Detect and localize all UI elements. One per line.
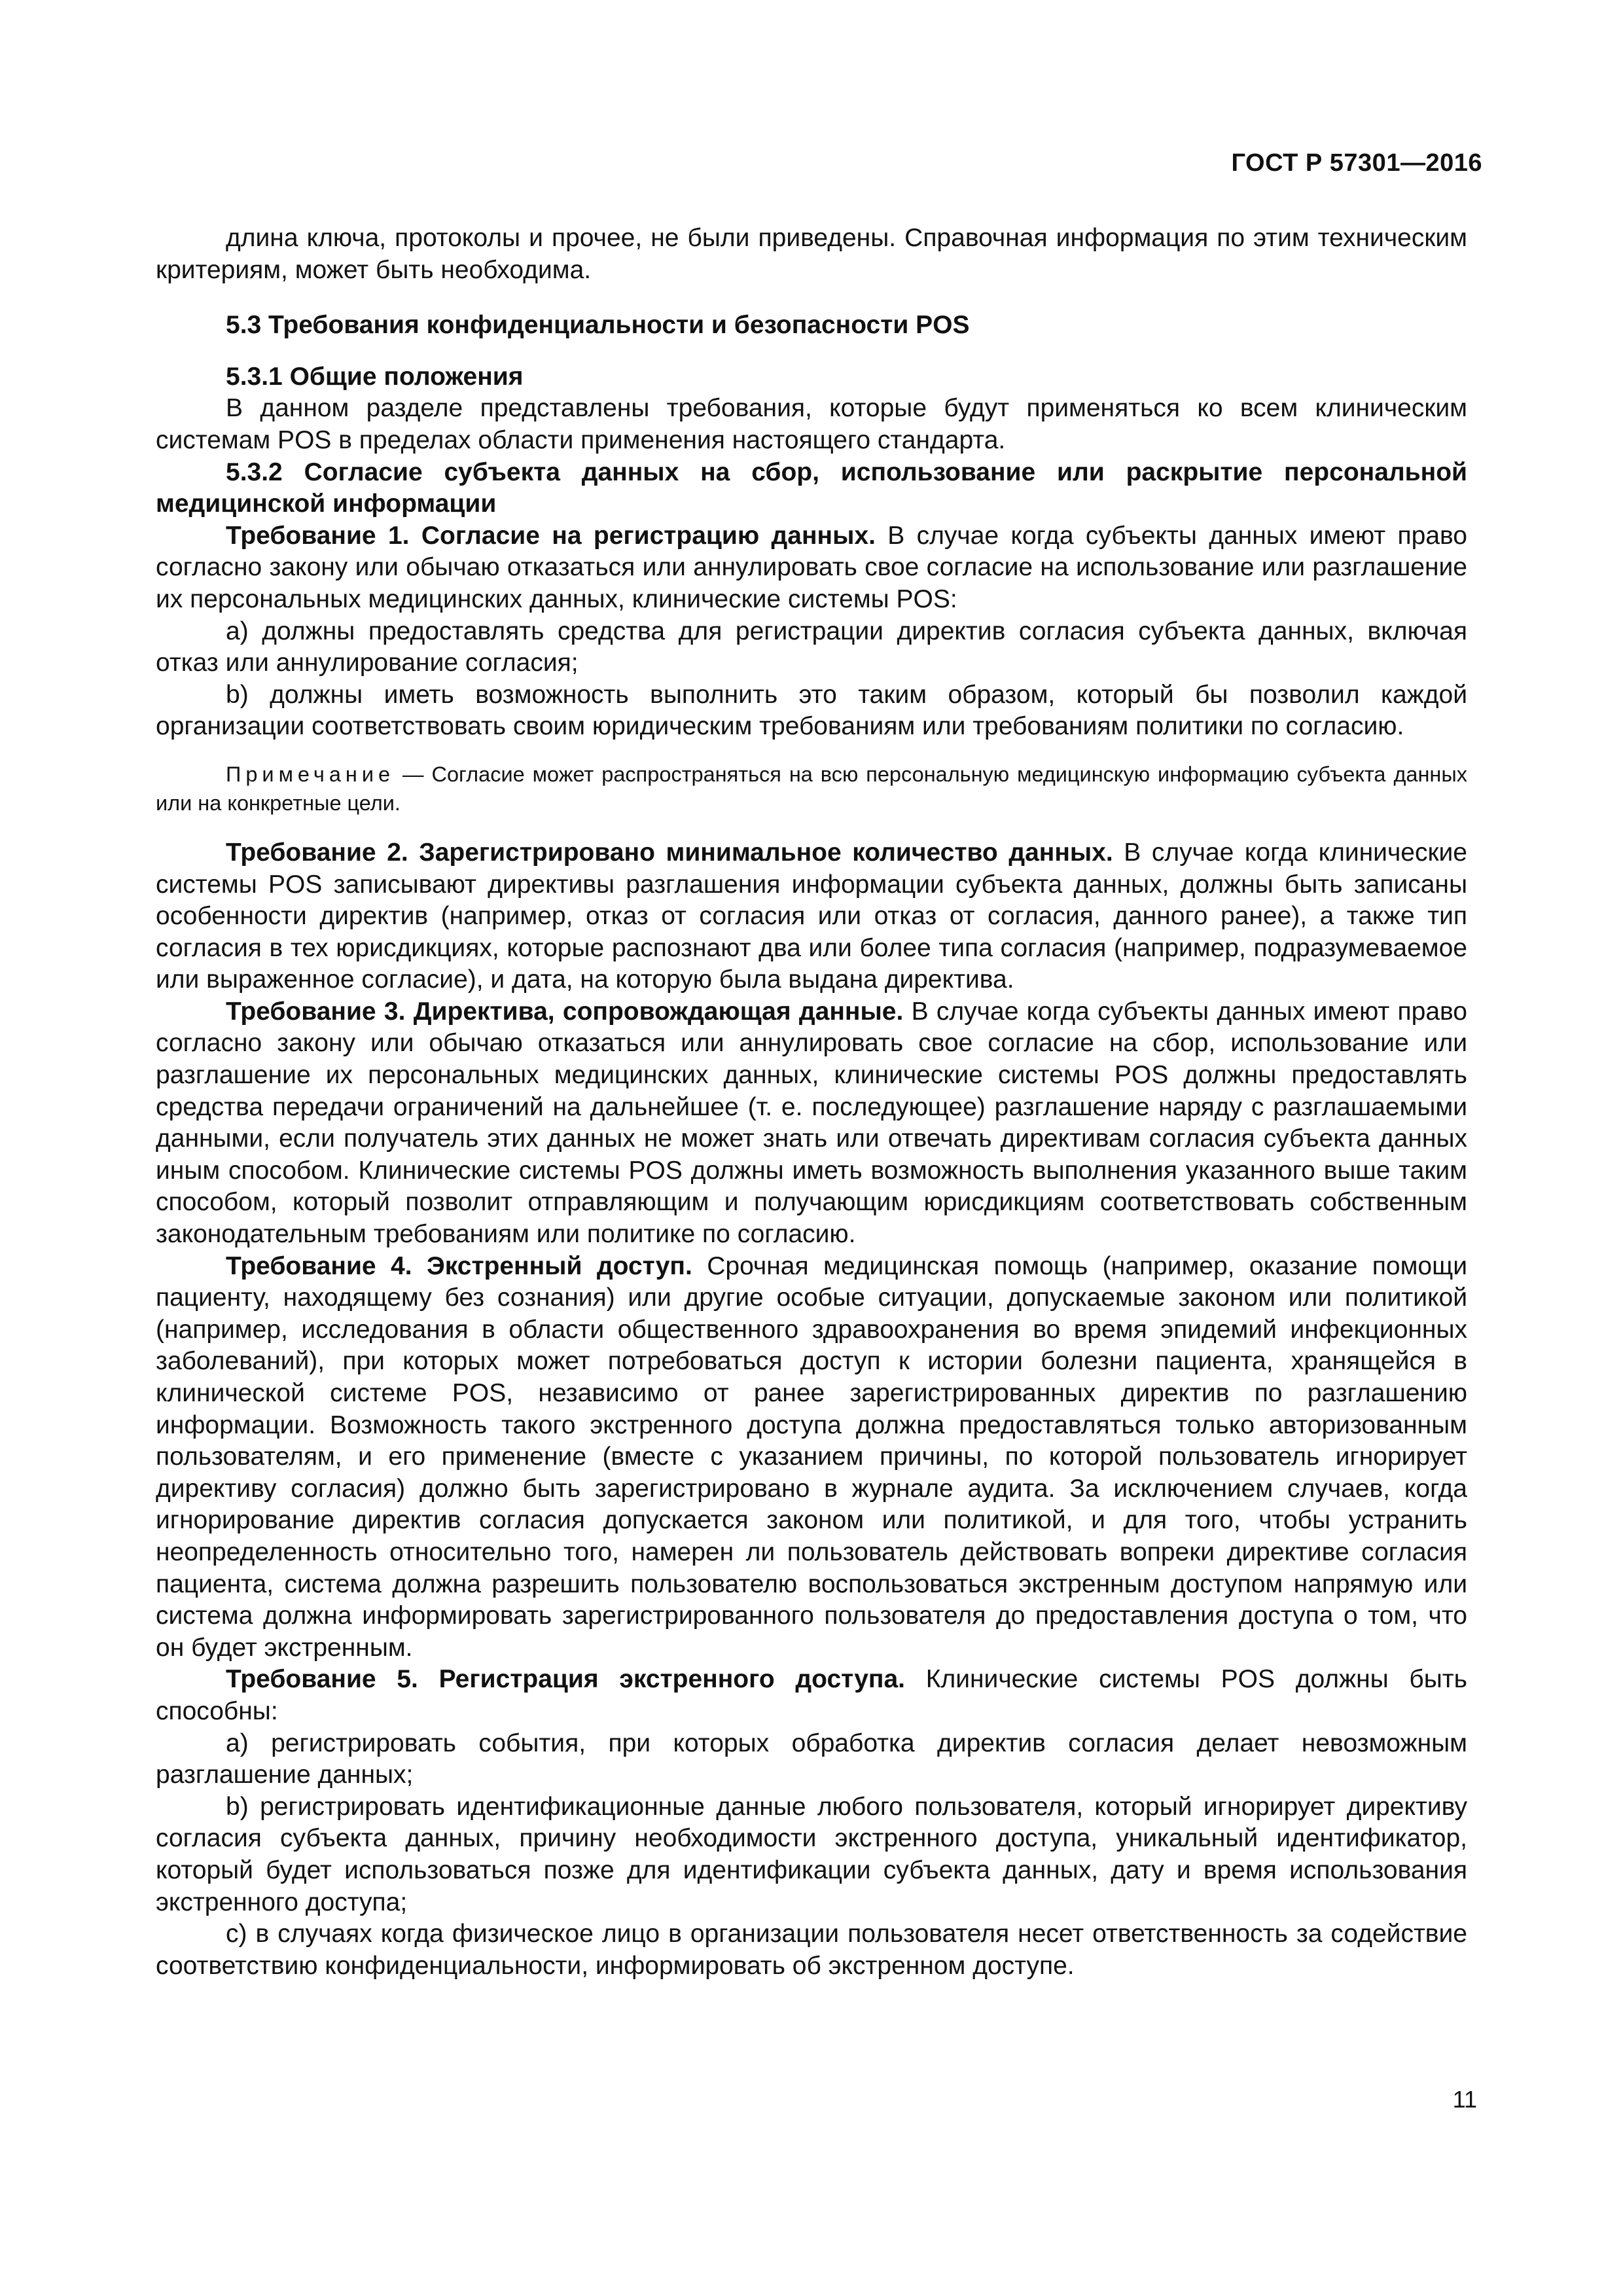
- requirement-1-text: В случае когда субъекты данных имеют право согласно закону или обычаю отказаться или аннулировать свое согласие на использование или разглашение их персональных медицинских данных, клинические системы POS:: [156, 521, 1467, 613]
- intro-paragraph: длина ключа, протоколы и прочее, не были приведены. Справочная информация по этим техническим критериям, может быть необходима.: [156, 224, 1467, 284]
- document-standard-header: ГОСТ Р 57301—2016: [1231, 149, 1482, 177]
- section-5-3-1-heading: 5.3.1 Общие положения: [226, 362, 524, 391]
- requirement-2-paragraph: [156, 837, 1467, 996]
- requirement-5-item-a: a) регистрировать события, при которых обработка директив согласия делает невозможным разглашение данных;: [156, 1729, 1467, 1789]
- requirement-1-item-a: a) должны предоставлять средства для регистрации директив согласия субъекта данных, включая отказ или аннулирование согласия;: [156, 617, 1467, 677]
- requirement-2-text: В случае когда клинические системы POS записывают директивы разглашения информации субъекта данных, должны быть записаны особенности директив (например, отказ от согласия или отказ от согласия, данного ранее), а также тип согласия в тех юрисдикциях, которые распознают два или более типа согласия (например, подразумеваемое или выраженное согласие), и дата, на которую была выдана директива.: [156, 838, 1467, 994]
- requirement-1-paragraph: [156, 520, 1467, 616]
- requirement-1-title: Требование 1. Согласие на регистрацию данных.: [226, 521, 876, 550]
- requirement-1-item-b: b) должны иметь возможность выполнить это таким образом, который бы позволил каждой организации соответствовать своим юридическим требованиям или требованиям политики по согласию.: [156, 680, 1467, 741]
- requirement-5-item-c: c) в случаях когда физическое лицо в организации пользователя несет ответственность за содействие соответствию конфиденциальности, информировать об экстренном доступе.: [156, 1920, 1467, 1980]
- requirement-4-title: Требование 4. Экстренный доступ.: [226, 1251, 692, 1280]
- note-text: — Согласие может распространяться на всю персональную медицинскую информацию субъекта данных или на конкретные цели.: [156, 762, 1467, 815]
- requirement-3-text: В случае когда субъекты данных имеют право согласно закону или обычаю отказаться или аннулировать свое согласие на сбор, использование или разглашение их персональных медицинских данных, клинические системы POS должны предоставлять средства передачи ограничений на дальнейшее (т. е. последующее) разглашение наряду с разглашаемыми данными, если получатель этих данных не может знать или отвечать директивам согласия субъекта данных иным способом. Клинические системы POS должны иметь возможность выполнения указанного выше таким способом, который позволит отправляющим и получающим юрисдикциям соответствовать собственным законодательным требованиям или политике по согласию.: [156, 997, 1467, 1249]
- page-number: 11: [1452, 2086, 1477, 2113]
- section-5-3-1-text: В данном разделе представлены требования, которые будут применяться ко всем клиническим системам POS в пределах области применения настоящего стандарта.: [156, 394, 1467, 454]
- requirement-5-title: Требование 5. Регистрация экстренного доступа.: [226, 1665, 905, 1694]
- requirement-5-text: Клинические системы POS должны быть способны:: [156, 1665, 1467, 1725]
- requirement-3-paragraph: [156, 996, 1467, 1251]
- note-label: Примечание: [226, 762, 395, 786]
- section-5-3-2-heading: 5.3.2 Согласие субъекта данных на сбор, использование или раскрытие персональной медицинской информации: [156, 457, 1467, 518]
- requirement-5-paragraph: [156, 1664, 1467, 1727]
- requirement-2-title: Требование 2. Зарегистрировано минимальное количество данных.: [226, 838, 1113, 867]
- requirement-4-paragraph: [156, 1251, 1467, 1664]
- requirement-3-title: Требование 3. Директива, сопровождающая данные.: [226, 997, 904, 1026]
- requirement-4-text: Срочная медицинская помощь (например, оказание помощи пациенту, находящему без сознания) или другие особые ситуации, допускаемые законом или политикой (например, исследования в области общественного здравоохранения во время эпидемий инфекционных заболеваний), при которых может потребоваться доступ к истории болезни пациента, хранящейся в клинической системе POS, независимо от ранее зарегистрированных директив по разглашению информации. Возможность такого экстренного доступа должна предоставляться только авторизованным пользователям, и его применение (вместе с указанием причины, по которой пользователь игнорирует директиву согласия) должно быть зарегистрировано в журнале аудита. За исключением случаев, когда игнорирование директив согласия допускается законом или политикой, и для того, чтобы устранить неопределенность относительно того, намерен ли пользователь действовать вопреки директиве согласия пациента, система должна разрешить пользователю воспользоваться экстренным доступом напрямую или система должна информировать зарегистрированного пользователя до предоставления доступа о том, что он будет экстренным.: [156, 1251, 1467, 1662]
- section-5-3-heading: 5.3 Требования конфиденциальности и безопасности POS: [226, 311, 970, 340]
- note-paragraph: [156, 760, 1467, 817]
- page-body: [156, 223, 1467, 1982]
- requirement-5-item-b: b) регистрировать идентификационные данные любого пользователя, который игнорирует директиву согласия субъекта данных, причину необходимости экстренного доступа, уникальный идентификатор, который будет использоваться позже для идентификации субъекта данных, дату и время использования экстренного доступа;: [156, 1792, 1467, 1916]
